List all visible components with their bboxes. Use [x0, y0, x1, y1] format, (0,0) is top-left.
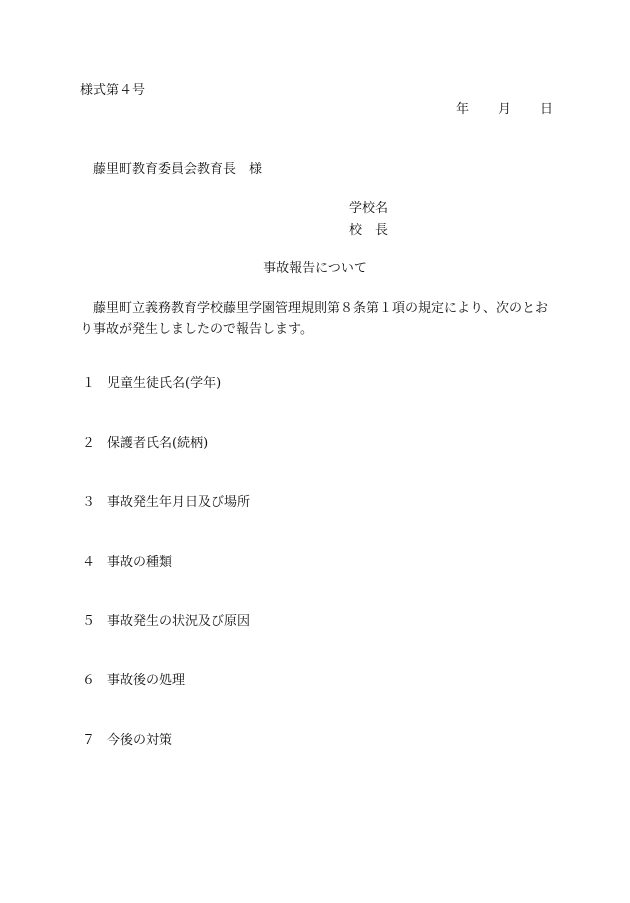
date-month-label: 月	[498, 102, 512, 117]
item-label: 事故後の処理	[107, 673, 186, 688]
item-number: ６	[82, 673, 96, 688]
list-item-aftermath	[82, 674, 185, 687]
item-label: 事故発生の状況及び原因	[107, 614, 251, 629]
list-item-date-place	[82, 496, 250, 509]
item-label: 児童生徒氏名(学年)	[107, 376, 222, 391]
body-paragraph: 藤里町立義務教育学校藤里学園管理規則第８条第１項の規定により、次のとおり事故が発生しましたので報告します。	[80, 301, 549, 337]
item-label: 事故の種類	[107, 555, 173, 570]
item-number: １	[82, 376, 96, 391]
list-item-student-name	[82, 377, 221, 390]
date-year-label: 年	[456, 102, 470, 117]
item-label: 事故発生年月日及び場所	[107, 495, 251, 510]
addressee: 藤里町教育委員会教育長 様	[93, 162, 263, 177]
item-label: 保護者氏名(続柄)	[107, 436, 209, 451]
principal-label: 校 長	[349, 223, 389, 238]
item-label: 今後の対策	[107, 733, 173, 748]
item-number: ５	[82, 614, 96, 629]
list-item-situation-cause	[82, 615, 250, 628]
item-number: ２	[82, 436, 96, 451]
item-number: ４	[82, 555, 96, 570]
list-item-guardian-name	[82, 437, 208, 450]
school-name-label: 学校名	[349, 201, 389, 216]
date-day-label: 日	[540, 102, 554, 117]
list-item-countermeasures	[82, 734, 172, 747]
list-item-accident-type	[82, 556, 172, 569]
item-number: ３	[82, 495, 96, 510]
document-title: 事故報告について	[263, 261, 367, 276]
item-number: ７	[82, 733, 96, 748]
school-block	[349, 202, 388, 246]
form-number: 様式第４号	[80, 83, 146, 98]
